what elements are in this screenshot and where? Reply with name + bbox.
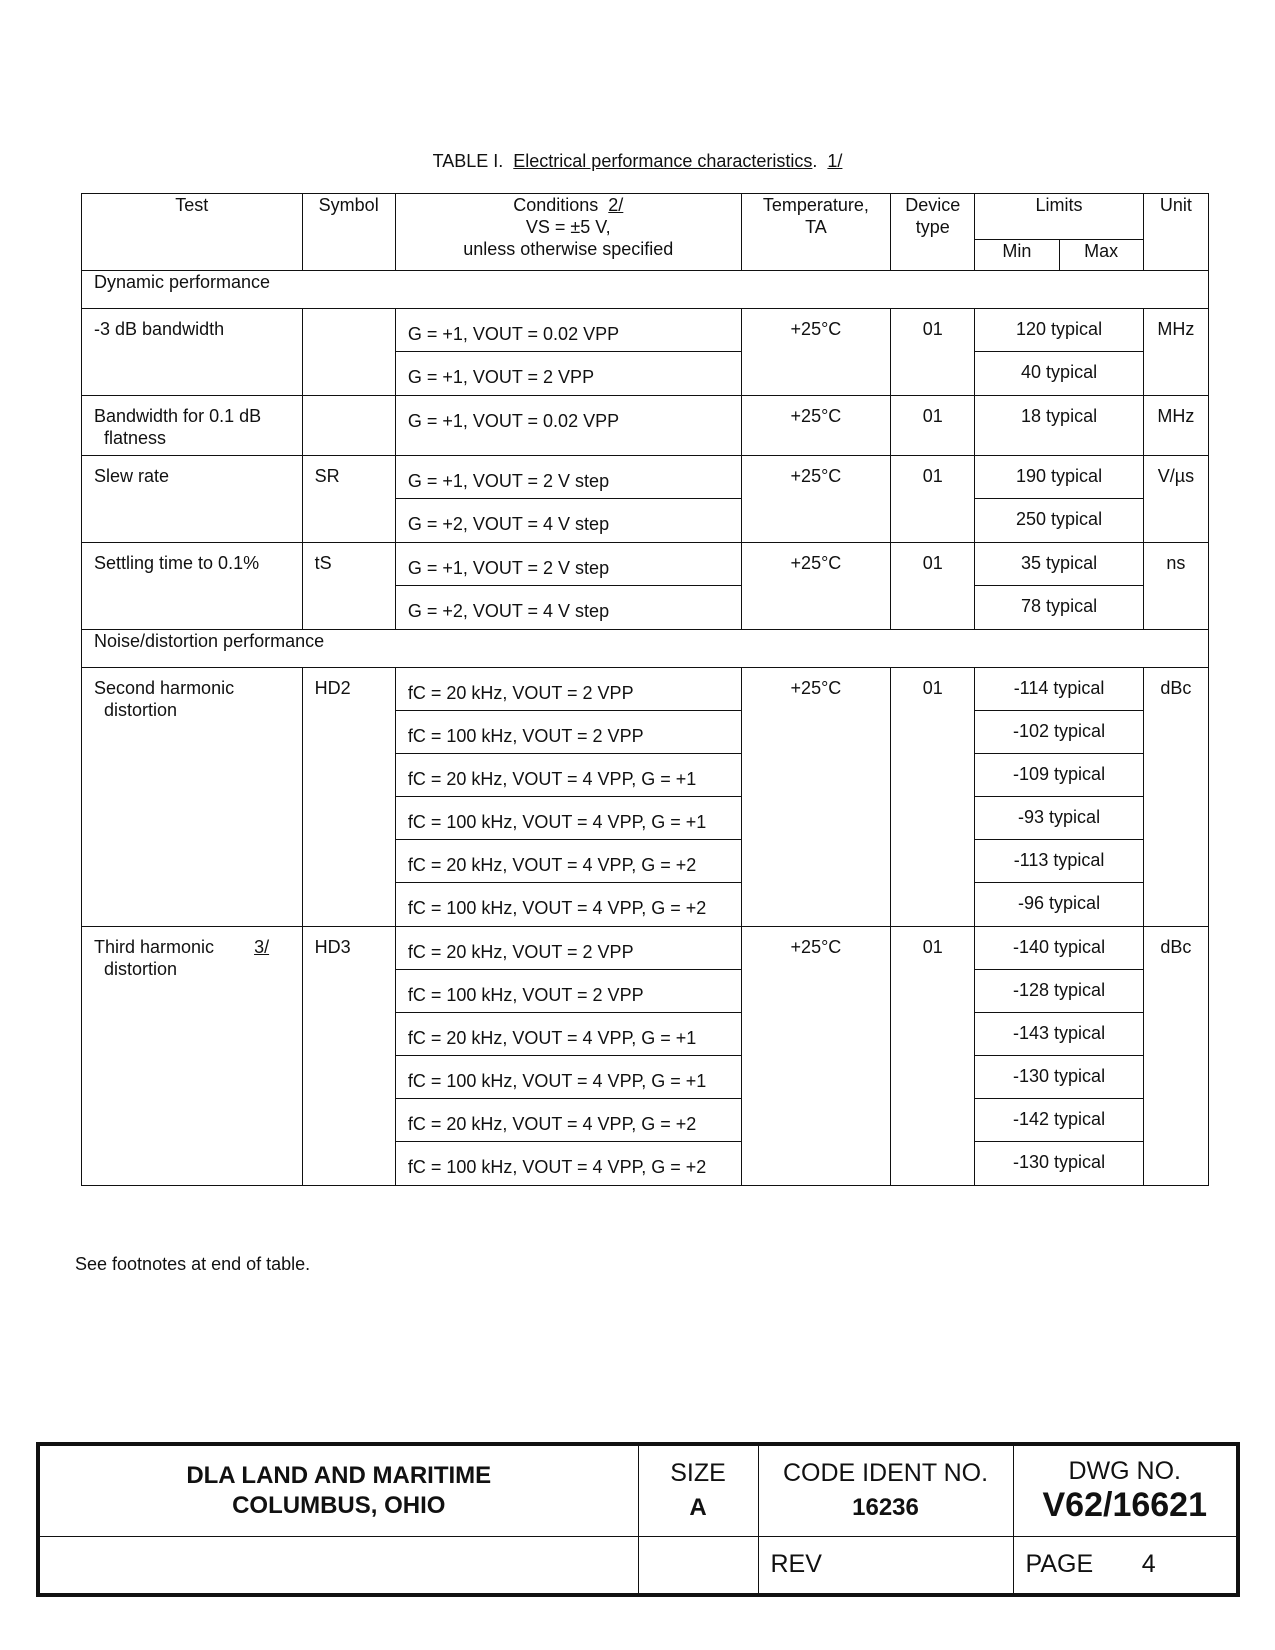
symbol: HD2 [302,668,395,927]
device-type: 01 [891,456,975,543]
header-test: Test [82,194,303,271]
condition: fC = 20 kHz, VOUT = 4 VPP, G = +1 [396,754,741,797]
conditions-cell [395,927,741,1186]
size-value: A [689,1494,707,1522]
symbol [302,396,395,456]
symbol: SR [302,456,395,543]
unit: MHz [1143,309,1208,396]
condition: fC = 20 kHz, VOUT = 2 VPP [396,668,741,711]
caption-footnote-ref: 1/ [827,151,843,171]
unit: ns [1143,543,1208,630]
condition: G = +1, VOUT = 2 V step [396,456,741,499]
header-device-type: Device type [891,194,975,271]
table-number: TABLE I. [432,151,504,171]
condition: fC = 20 kHz, VOUT = 4 VPP, G = +2 [396,840,741,883]
limit-value: 18 typical [1021,406,1098,426]
table-row [82,309,1209,396]
condition: G = +1, VOUT = 0.02 VPP [407,411,620,431]
org-line2: COLUMBUS, OHIO [232,1491,446,1519]
temperature: +25°C [741,309,890,396]
limit-value: -140 typical [975,927,1142,970]
symbol: tS [302,543,395,630]
limits-cell [975,309,1143,396]
conditions-cell [395,668,741,927]
code-ident-cell [758,1444,1013,1536]
limits-cell [975,668,1143,927]
limit-value: -114 typical [975,668,1142,711]
device-type: 01 [891,668,975,927]
size-cell [638,1444,758,1536]
test-name: Third harmonic 3/ distortion [82,927,303,1186]
condition: fC = 100 kHz, VOUT = 4 VPP, G = +2 [407,898,707,918]
section-noise: Noise/distortion performance [82,630,1209,668]
table-row [82,927,1209,1186]
symbol [302,309,395,396]
title-block [36,1442,1240,1597]
size-label: SIZE [670,1459,726,1488]
limits-cell [975,456,1143,543]
table-row [82,668,1209,927]
section-row [82,271,1209,309]
condition: fC = 100 kHz, VOUT = 4 VPP, G = +1 [396,1056,741,1099]
dwg-no-value: V62/16621 [1042,1485,1207,1524]
limit-value: 120 typical [975,309,1142,352]
condition: G = +1, VOUT = 0.02 VPP [396,309,741,352]
header-min: Min [975,240,1059,271]
limit-value: 78 typical [1021,596,1098,616]
dwg-no-label: DWG NO. [1068,1456,1181,1485]
dwg-no-cell [1013,1444,1238,1536]
unit: MHz [1143,396,1208,456]
conditions-cell [395,309,741,396]
test-name: Slew rate [82,456,303,543]
code-ident-value: 16236 [852,1494,919,1522]
test-name: Second harmonic distortion [82,668,303,927]
condition: fC = 100 kHz, VOUT = 2 VPP [396,970,741,1013]
temperature: +25°C [741,668,890,927]
header-conditions-note: 2/ [608,195,624,215]
test-name: Bandwidth for 0.1 dB flatness [82,396,303,456]
temperature: +25°C [741,543,890,630]
header-unit: Unit [1143,194,1208,271]
condition: G = +1, VOUT = 2 VPP [407,367,595,387]
device-type: 01 [891,309,975,396]
header-conditions-line2: VS = ±5 V, [525,217,611,237]
limit-value: 40 typical [1021,362,1098,382]
limit-value: -128 typical [975,970,1142,1013]
limits-cell [975,543,1143,630]
header-conditions [395,194,741,271]
limit-value: -96 typical [1018,893,1101,913]
header-symbol: Symbol [302,194,395,271]
electrical-characteristics-table [81,193,1209,1186]
limit-value: -102 typical [975,711,1142,754]
limit-value: -130 typical [975,1056,1142,1099]
unit: dBc [1143,927,1208,1186]
header-conditions-line3: unless otherwise specified [463,239,674,259]
table-row [82,396,1209,456]
header-row [82,194,1209,240]
device-type: 01 [891,927,975,1186]
conditions-cell [395,456,741,543]
code-ident-label: CODE IDENT NO. [782,1459,989,1488]
limit-value: -143 typical [975,1013,1142,1056]
table-caption: TABLE I. Electrical performance characteristics. 1/ [432,151,843,171]
section-row [82,630,1209,668]
temperature: +25°C [741,456,890,543]
org-line1: DLA LAND AND MARITIME [186,1461,492,1489]
symbol: HD3 [302,927,395,1186]
conditions-cell [395,396,741,456]
condition: fC = 100 kHz, VOUT = 4 VPP, G = +2 [407,1157,707,1177]
condition: fC = 20 kHz, VOUT = 4 VPP, G = +2 [396,1099,741,1142]
limit-value: -109 typical [975,754,1142,797]
limit-value: 250 typical [1016,509,1103,529]
temperature: +25°C [741,396,890,456]
page-label: PAGE [1025,1550,1094,1579]
condition: G = +1, VOUT = 2 V step [396,543,741,586]
blank-cell [38,1536,638,1595]
blank-cell [638,1536,758,1595]
device-type: 01 [891,543,975,630]
header-temperature-label: Temperature, [762,195,869,215]
condition: G = +2, VOUT = 4 V step [407,514,610,534]
limits-cell [975,927,1143,1186]
device-type: 01 [891,396,975,456]
page-number: 4 [1141,1550,1156,1579]
table-row [82,543,1209,630]
header-conditions-label: Conditions [513,195,599,215]
condition: G = +2, VOUT = 4 V step [407,601,610,621]
limits-cell [975,396,1143,456]
conditions-cell [395,543,741,630]
organization [38,1444,638,1536]
temperature: +25°C [741,927,890,1186]
unit: V/µs [1143,456,1208,543]
header-temperature-symbol: TA [805,217,827,237]
header-temperature [741,194,890,271]
header-max: Max [1059,240,1143,271]
limit-value: -113 typical [975,840,1142,883]
condition: fC = 20 kHz, VOUT = 2 VPP [396,927,741,970]
footnote-ref: 3/ [254,937,270,957]
footnote-reference: See footnotes at end of table. [75,1254,311,1274]
section-dynamic: Dynamic performance [82,271,1209,309]
unit: dBc [1143,668,1208,927]
condition: fC = 100 kHz, VOUT = 4 VPP, G = +1 [396,797,741,840]
limit-value: 190 typical [975,456,1142,499]
condition: fC = 20 kHz, VOUT = 4 VPP, G = +1 [396,1013,741,1056]
test-name: -3 dB bandwidth [82,309,303,396]
page-cell [1013,1536,1238,1595]
table-title: Electrical performance characteristics [513,151,813,171]
limit-value: -142 typical [975,1099,1142,1142]
table-row [82,456,1209,543]
limit-value: -130 typical [1013,1152,1106,1172]
condition: fC = 100 kHz, VOUT = 2 VPP [396,711,741,754]
limit-value: 35 typical [975,543,1142,586]
header-limits: Limits [975,194,1143,240]
limit-value: -93 typical [975,797,1142,840]
rev-label: REV [758,1536,1013,1595]
test-name: Settling time to 0.1% [82,543,303,630]
